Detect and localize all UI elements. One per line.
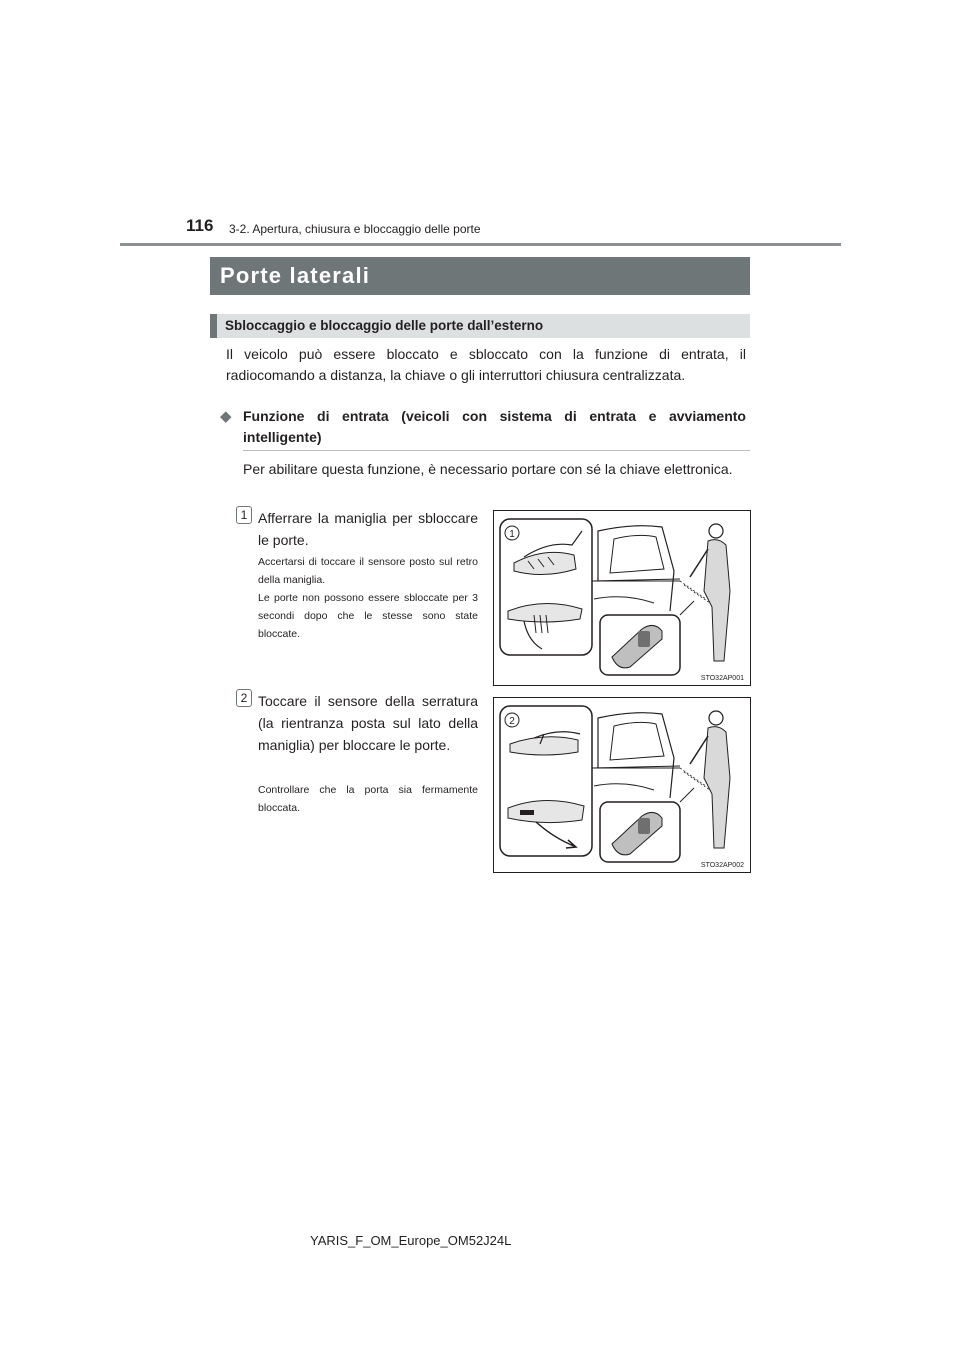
diamond-icon: ◆ <box>220 408 232 425</box>
document-code: YARIS_F_OM_Europe_OM52J24L <box>310 1233 512 1248</box>
unlock-illustration <box>494 511 750 685</box>
feature-description: Per abilitare questa funzione, è necessario portare con sé la chiave elettronica. <box>243 461 733 477</box>
svg-text:1: 1 <box>509 529 515 540</box>
feature-rule <box>243 450 750 451</box>
figure-lock <box>493 697 751 873</box>
figure-unlock <box>493 510 751 686</box>
svg-text:2: 2 <box>509 716 515 727</box>
subheading: Sbloccaggio e bloccaggio delle porte dall’esterno <box>210 314 750 338</box>
step-1-note-b: Le porte non possono essere sbloccate per 3 secondi dopo che le stesse sono state bloccate. <box>258 592 478 640</box>
step-1-text: Afferrare la maniglia per sbloccare le porte. <box>258 510 478 548</box>
breadcrumb: 3-2. Apertura, chiusura e bloccaggio delle porte <box>229 222 481 236</box>
step-1-note-a: Accertarsi di toccare il sensore posto sul retro della maniglia. <box>258 556 478 586</box>
step-2-notes <box>258 781 478 817</box>
step-2-note-a: Controllare che la porta sia fermamente bloccata. <box>258 784 478 814</box>
figure-code: STO32AP002 <box>700 862 744 869</box>
step-2-text: Toccare il sensore della serratura (la rientranza posta sul lato della maniglia) per bloccare le porte. <box>258 693 478 753</box>
lock-illustration <box>494 698 750 872</box>
step-1-notes <box>258 553 478 643</box>
figure-code: STO32AP001 <box>700 675 744 682</box>
header-rule <box>120 243 841 246</box>
page-number: 116 <box>186 216 214 235</box>
intro-paragraph: Il veicolo può essere bloccato e sbloccato con la funzione di entrata, il radiocomando a distanza, la chiave o gli interruttori chiusura centralizzata. <box>226 346 746 383</box>
feature-heading: Funzione di entrata (veicoli con sistema di entrata e avviamento intelligente) <box>243 408 746 445</box>
step-badge-1: 1 <box>236 506 252 524</box>
step-badge-2: 2 <box>236 689 252 707</box>
section-title: Porte laterali <box>210 257 750 295</box>
